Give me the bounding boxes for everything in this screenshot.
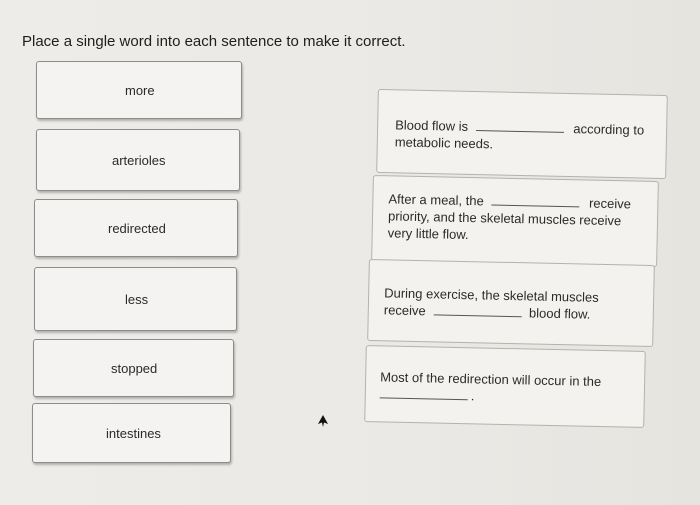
word-card-more[interactable]: [36, 61, 242, 119]
word-label: intestines: [106, 425, 161, 441]
word-card-stopped[interactable]: [33, 339, 234, 397]
word-card-intestines[interactable]: [32, 403, 231, 463]
sentence-2-blank[interactable]: [491, 195, 579, 208]
sentence-4-after: .: [470, 388, 475, 404]
word-label: arterioles: [112, 152, 166, 168]
sentence-card-3: [367, 259, 655, 347]
sentence-card-1: [376, 89, 668, 179]
word-card-arterioles[interactable]: [36, 129, 240, 191]
sentence-1-after: according to: [573, 121, 645, 138]
sentence-2-after: receive: [588, 195, 632, 212]
sentence-1-blank[interactable]: [476, 120, 564, 133]
word-label: less: [125, 291, 149, 307]
word-card-redirected[interactable]: [34, 199, 238, 257]
word-label: stopped: [111, 360, 158, 376]
instruction-text: Place a single word into each sentence to make it correct.: [22, 33, 406, 50]
mouse-pointer-icon: [317, 414, 329, 428]
word-label: more: [125, 82, 155, 98]
sentence-3-blank[interactable]: [433, 304, 521, 317]
sentence-3-after2: blood flow.: [528, 305, 591, 322]
sentence-1-after2: metabolic needs.: [394, 134, 494, 152]
sentence-3-after: receive: [383, 302, 426, 319]
word-label: redirected: [108, 220, 166, 236]
sentence-2-before: After a meal, the: [388, 191, 484, 209]
word-card-less[interactable]: [34, 267, 237, 331]
sentence-2-after3: very little flow.: [387, 225, 469, 243]
sentence-4-blank[interactable]: [380, 387, 468, 400]
sentence-card-4: [364, 345, 646, 428]
sentence-3-before: During exercise, the skeletal muscles: [384, 285, 599, 305]
sentence-1-before: Blood flow is: [395, 117, 469, 134]
sentence-4-before: Most of the redirection will occur in the: [380, 369, 602, 390]
sentence-2-after2: priority, and the skeletal muscles receive: [387, 208, 622, 229]
sentence-card-2: [371, 175, 659, 267]
